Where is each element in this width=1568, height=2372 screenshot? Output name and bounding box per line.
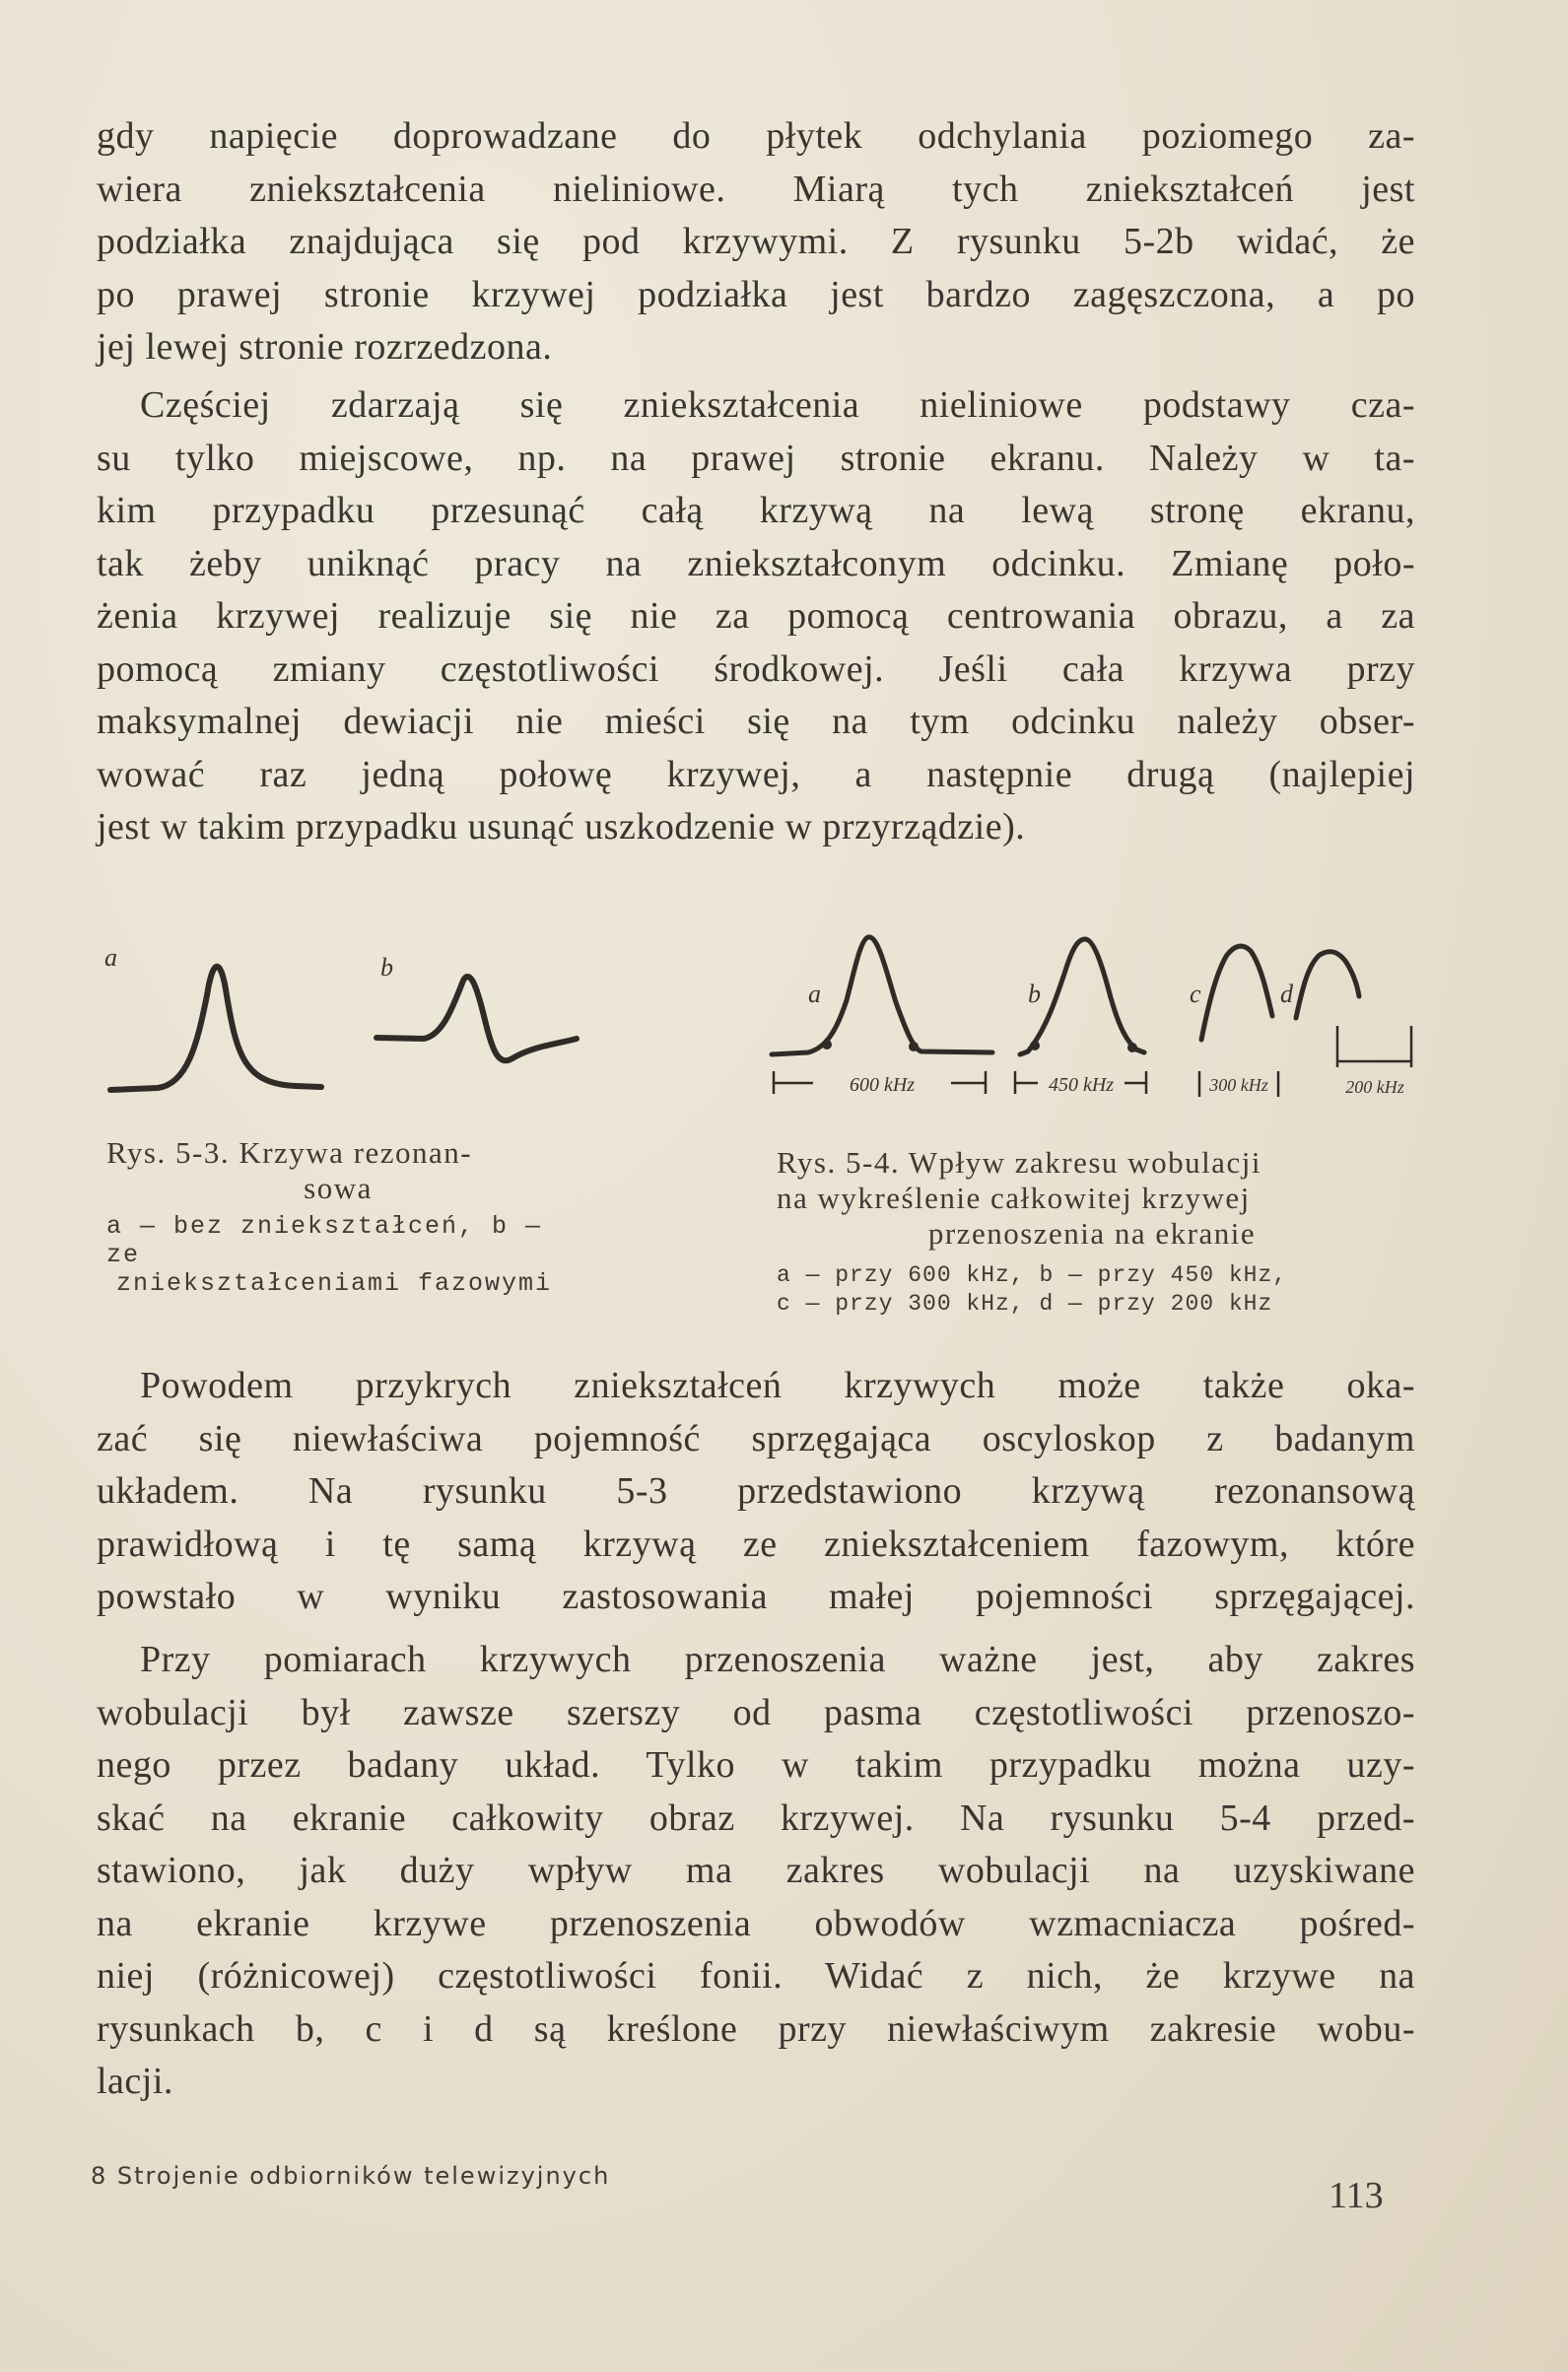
text-line: pomocą zmiany częstotliwości środkowej. Jeśli cała krzywa przy	[97, 647, 1415, 690]
span-label-b: 450 kHz	[1048, 1074, 1115, 1096]
text-line: po prawej stronie krzywej podziałka jest bardzo zagęszczona, a po	[97, 273, 1415, 315]
text-line: układem. Na rysunku 5-3 przedstawiono krzywą rezonansową	[97, 1470, 1415, 1512]
text-line: su tylko miejscowe, np. na prawej stronie ekranu. Należy w ta-	[97, 437, 1415, 479]
span-label-c: 300 kHz	[1209, 1075, 1268, 1095]
figure-5-4	[764, 921, 1434, 1118]
transfer-curve-a	[772, 937, 992, 1054]
text-line: Przy pomiarach krzywych przenoszenia ważne jest, aby zakres	[140, 1639, 1415, 1680]
text-line: stawiono, jak duży wpływ ma zakres wobulacji na uzyskiwane	[97, 1850, 1415, 1891]
caption-sub-line: c — przy 300 kHz, d — przy 200 kHz	[777, 1291, 1273, 1317]
figure-label-a: a	[808, 980, 821, 1008]
footer-signature: 8 Strojenie odbiorników telewizyjnych	[91, 2162, 611, 2190]
text-line: wiera zniekształcenia nieliniowe. Miarą tych zniekształceń jest	[97, 168, 1415, 210]
text-line: niej (różnicowej) częstotliwości fonii. Widać z nich, że krzywe na	[97, 1955, 1415, 1997]
caption-title-line: Rys. 5-4. Wpływ zakresu wobulacji	[777, 1145, 1261, 1180]
text-line: prawidłową i tę samą krzywą ze zniekształceniem fazowym, które	[97, 1523, 1415, 1565]
figure-5-4-caption	[777, 1145, 1407, 1319]
caption-title-line: sowa	[304, 1171, 373, 1205]
caption-title-line: Rys. 5-3. Krzywa rezonan-	[106, 1135, 473, 1170]
figure-label-a: a	[104, 943, 117, 972]
caption-sub-line: a — bez zniekształceń, b — ze	[106, 1212, 543, 1269]
text-line: tak żeby uniknąć pracy na zniekształconym odcinku. Zmianę poło-	[97, 542, 1415, 584]
span-label-a: 600 kHz	[849, 1074, 916, 1096]
span-label-d: 200 kHz	[1345, 1077, 1404, 1097]
caption-title-line: przenoszenia na ekranie	[927, 1216, 1257, 1251]
resonance-curve-b	[376, 977, 577, 1060]
text-line: wobulacji był zawsze szerszy od pasma częstotliwości przenoszo-	[97, 1691, 1415, 1733]
figure-5-3	[99, 936, 591, 1114]
text-line: Częściej zdarzają się zniekształcenia nieliniowe podstawy cza-	[140, 384, 1415, 426]
paragraph-1	[97, 110, 1415, 374]
text-line: wować raz jedną połowę krzywej, a następnie drugą (najlepiej	[97, 753, 1415, 795]
text-line: jej lewej stronie rozrzedzona.	[97, 326, 553, 368]
text-line: rysunkach b, c i d są kreślone przy niewłaściwym zakresie wobu-	[97, 2007, 1415, 2050]
text-line: gdy napięcie doprowadzane do płytek odchylania poziomego za-	[97, 115, 1415, 157]
text-line: powstało w wyniku zastosowania małej pojemności sprzęgającej.	[97, 1576, 1415, 1617]
paragraph-2	[97, 379, 1415, 854]
caption-sub-line: a — przy 600 kHz, b — przy 450 kHz,	[777, 1262, 1288, 1288]
text-line: zać się niewłaściwa pojemność sprzęgająca oscyloskop z badanym	[97, 1417, 1415, 1459]
transfer-curve-d	[1296, 952, 1359, 1018]
figure-label-b: b	[380, 953, 393, 982]
transfer-curve-c	[1201, 946, 1272, 1040]
text-line: żenia krzywej realizuje się nie za pomocą centrowania obrazu, a za	[97, 595, 1415, 637]
text-line: kim przypadku przesunąć całą krzywą na lewą stronę ekranu,	[97, 490, 1415, 531]
paragraph-3	[97, 1360, 1415, 1624]
figure-5-3-caption	[106, 1135, 570, 1298]
text-line: jest w takim przypadku usunąć uszkodzenie w przyrządzie).	[97, 806, 1026, 847]
text-line: lacji.	[97, 2061, 173, 2102]
figure-label-b: b	[1028, 980, 1041, 1008]
text-line: nego przez badany układ. Tylko w takim przypadku można uzy-	[97, 1744, 1415, 1786]
text-line: skać na ekranie całkowity obraz krzywej. Na rysunku 5-4 przed-	[97, 1796, 1415, 1839]
text-line: maksymalnej dewiacji nie mieści się na tym odcinku należy obser-	[97, 701, 1415, 742]
figure-label-d: d	[1280, 980, 1293, 1008]
text-line: Powodem przykrych zniekształceń krzywych może także oka-	[140, 1365, 1415, 1406]
text-line: podziałka znajdująca się pod krzywymi. Z rysunku 5-2b widać, że	[97, 221, 1415, 262]
text-line: na ekranie krzywe przenoszenia obwodów wzmacniacza pośred-	[97, 1902, 1415, 1944]
span-marker-d	[1337, 1026, 1411, 1067]
figure-label-c: c	[1190, 980, 1201, 1008]
page-number: 113	[1329, 2175, 1384, 2216]
resonance-curve-a	[110, 967, 321, 1090]
paragraph-4	[97, 1634, 1415, 2109]
caption-sub-line: zniekształceniami fazowymi	[116, 1269, 553, 1298]
caption-title-line: na wykreślenie całkowitej krzywej	[777, 1181, 1251, 1215]
